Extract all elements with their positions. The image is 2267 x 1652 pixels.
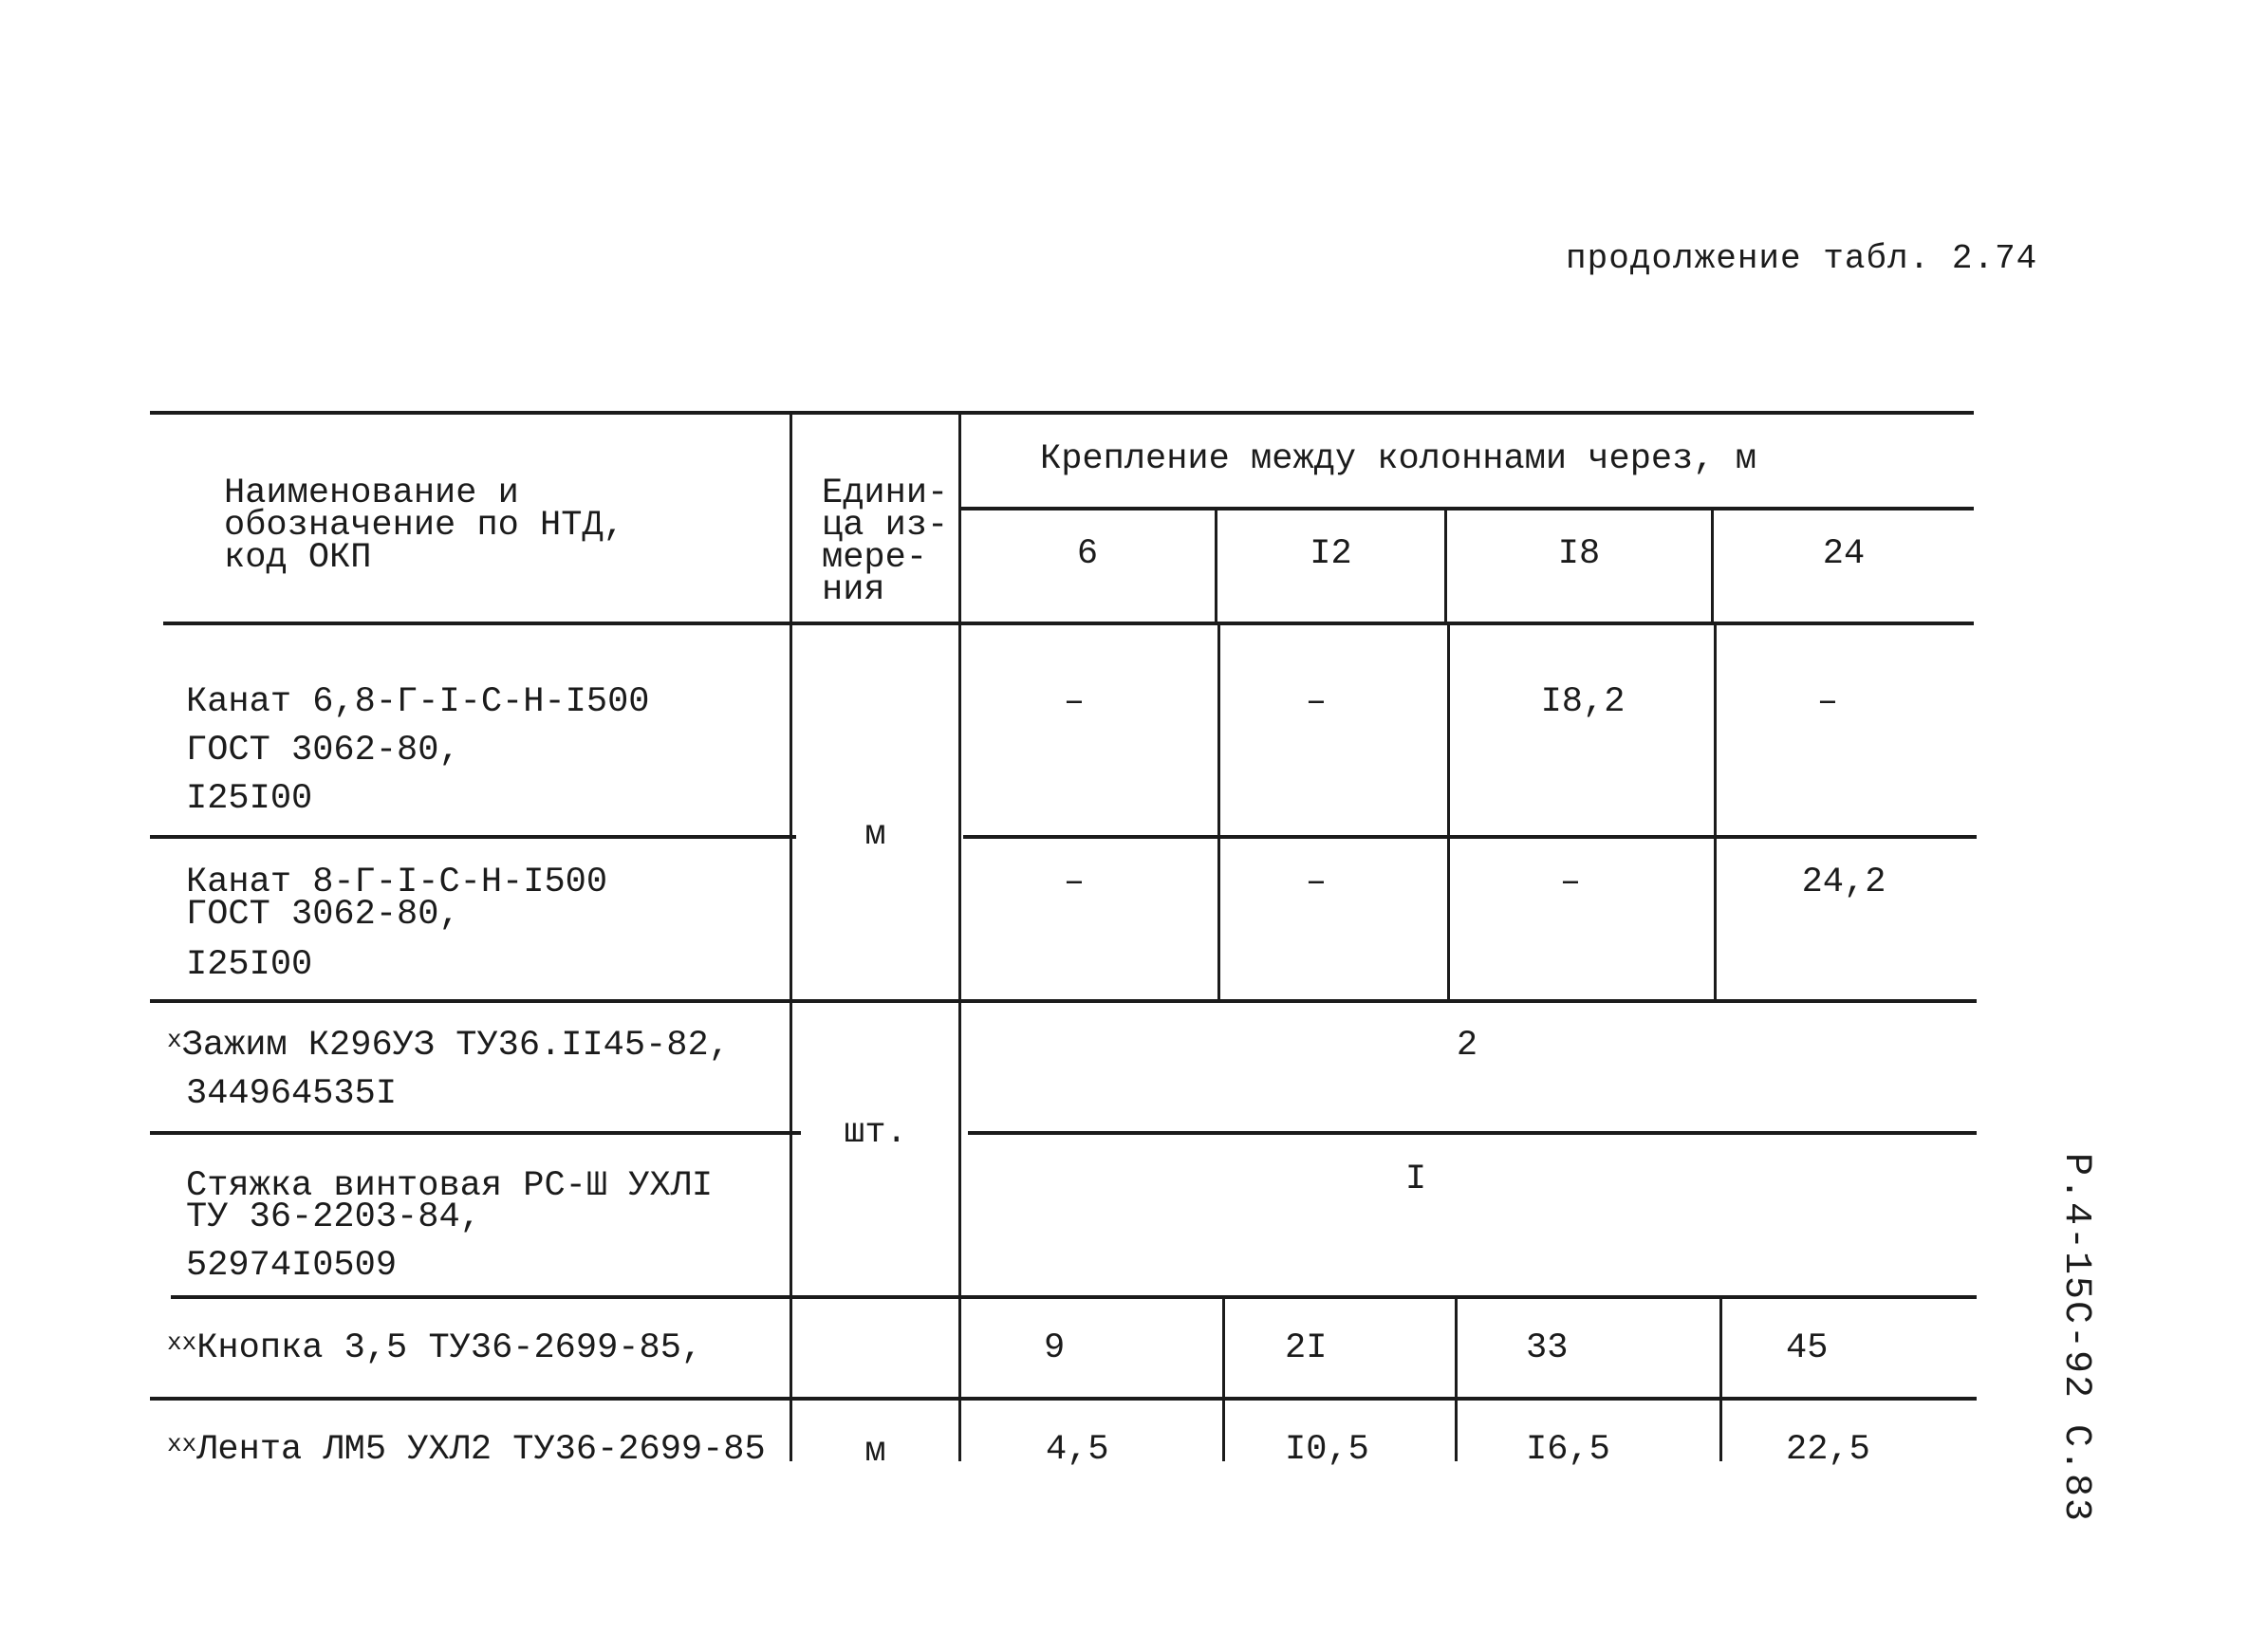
row-name-line: 52974I0509 <box>186 1246 398 1286</box>
row-name-line: $^x$Зажим К296УЗ ТУ36.II45-82, <box>167 1026 730 1066</box>
row-mark: xx <box>167 1430 197 1458</box>
rule-col-24-ropes <box>1714 622 1717 999</box>
rule-col-24-tail <box>1719 1295 1722 1461</box>
row-value: 24,2 <box>1801 863 1886 902</box>
row-value: – <box>1559 863 1582 902</box>
row-merged-value: 2 <box>1456 1026 1478 1066</box>
row-value: – <box>1816 682 1839 722</box>
row-name-line: Стяжка винтовая РС-Ш УХЛI <box>186 1166 714 1206</box>
row-name-line: 344964535I <box>186 1074 398 1114</box>
rule-col-18-tail <box>1455 1295 1458 1461</box>
header-span-12: I2 <box>1310 534 1352 574</box>
row-name-line: Канат 8-Г-I-С-Н-I500 <box>186 863 608 902</box>
rule-header-bottom <box>163 622 1974 625</box>
header-span-24: 24 <box>1822 534 1866 574</box>
row-value: – <box>1305 863 1328 902</box>
rule-group-header <box>960 507 1974 510</box>
header-name-line: код ОКП <box>224 538 372 578</box>
row-value: 45 <box>1786 1328 1829 1368</box>
header-name-line: Наименование и <box>224 473 519 513</box>
page-stamp: Р.4-15С-92 С.83 <box>2054 1153 2097 1524</box>
row-value: – <box>1063 682 1086 722</box>
row-value: 2I <box>1285 1328 1328 1368</box>
rule-top <box>150 411 1974 415</box>
header-unit-line: ния <box>822 570 885 610</box>
header-unit-line: мере- <box>822 538 928 578</box>
row-value: I8,2 <box>1540 682 1626 722</box>
header-unit-line: Едини- <box>822 473 949 513</box>
row-name-line: ГОСТ 3062-80, <box>186 895 460 935</box>
rule-col-12-tail <box>1222 1295 1225 1461</box>
rule-col-18-ropes <box>1447 622 1450 999</box>
row-mark: xx <box>167 1328 197 1357</box>
row-name-line: I25I00 <box>186 945 313 985</box>
unit-pieces: шт. <box>844 1113 907 1153</box>
unit-rope: м <box>864 815 886 855</box>
header-span-6: 6 <box>1076 534 1099 574</box>
row-value: – <box>1305 682 1328 722</box>
row-name-line: ГОСТ 3062-80, <box>186 731 460 770</box>
row-name-line: ТУ 36-2203-84, <box>186 1197 481 1237</box>
row-value: I6,5 <box>1526 1430 1610 1470</box>
rule-row5 <box>150 1397 1977 1401</box>
rule-col-name <box>790 411 792 1461</box>
row-name-line: Канат 6,8-Г-I-С-Н-I500 <box>186 682 650 722</box>
row-value: I0,5 <box>1285 1430 1369 1470</box>
rule-row3 <box>150 1131 801 1135</box>
table-caption: продолжение табл. 2.74 <box>1566 239 2038 278</box>
rule-row1 <box>150 835 796 839</box>
header-name-line: обозначение по НТД, <box>224 506 624 546</box>
rule-col-12-ropes <box>1217 622 1220 999</box>
row-name-line: $^{xx}$Кнопка 3,5 ТУ36-2699-85, <box>167 1328 703 1368</box>
row-value: 4,5 <box>1046 1430 1109 1470</box>
row-value: 9 <box>1044 1328 1066 1368</box>
row-merged-value: I <box>1404 1160 1427 1199</box>
row-name-line: I25I00 <box>186 779 313 819</box>
rule-row2 <box>150 999 1977 1003</box>
rule-row3-values <box>968 1131 1977 1135</box>
row-value: – <box>1063 863 1086 902</box>
row-unit: м <box>864 1432 886 1472</box>
header-group: Крепление между колоннами через, м <box>1040 439 1756 479</box>
row-name-line: $^{xx}$Лента ЛМ5 УХЛ2 ТУ36-2699-85 <box>167 1430 766 1470</box>
rule-row1-values <box>963 835 1977 839</box>
header-unit-line: ца из- <box>822 506 949 546</box>
row-value: 33 <box>1526 1328 1569 1368</box>
header-span-18: I8 <box>1557 534 1601 574</box>
row-value: 22,5 <box>1786 1430 1870 1470</box>
rule-row4 <box>171 1295 1977 1299</box>
row-mark: x <box>167 1026 182 1054</box>
